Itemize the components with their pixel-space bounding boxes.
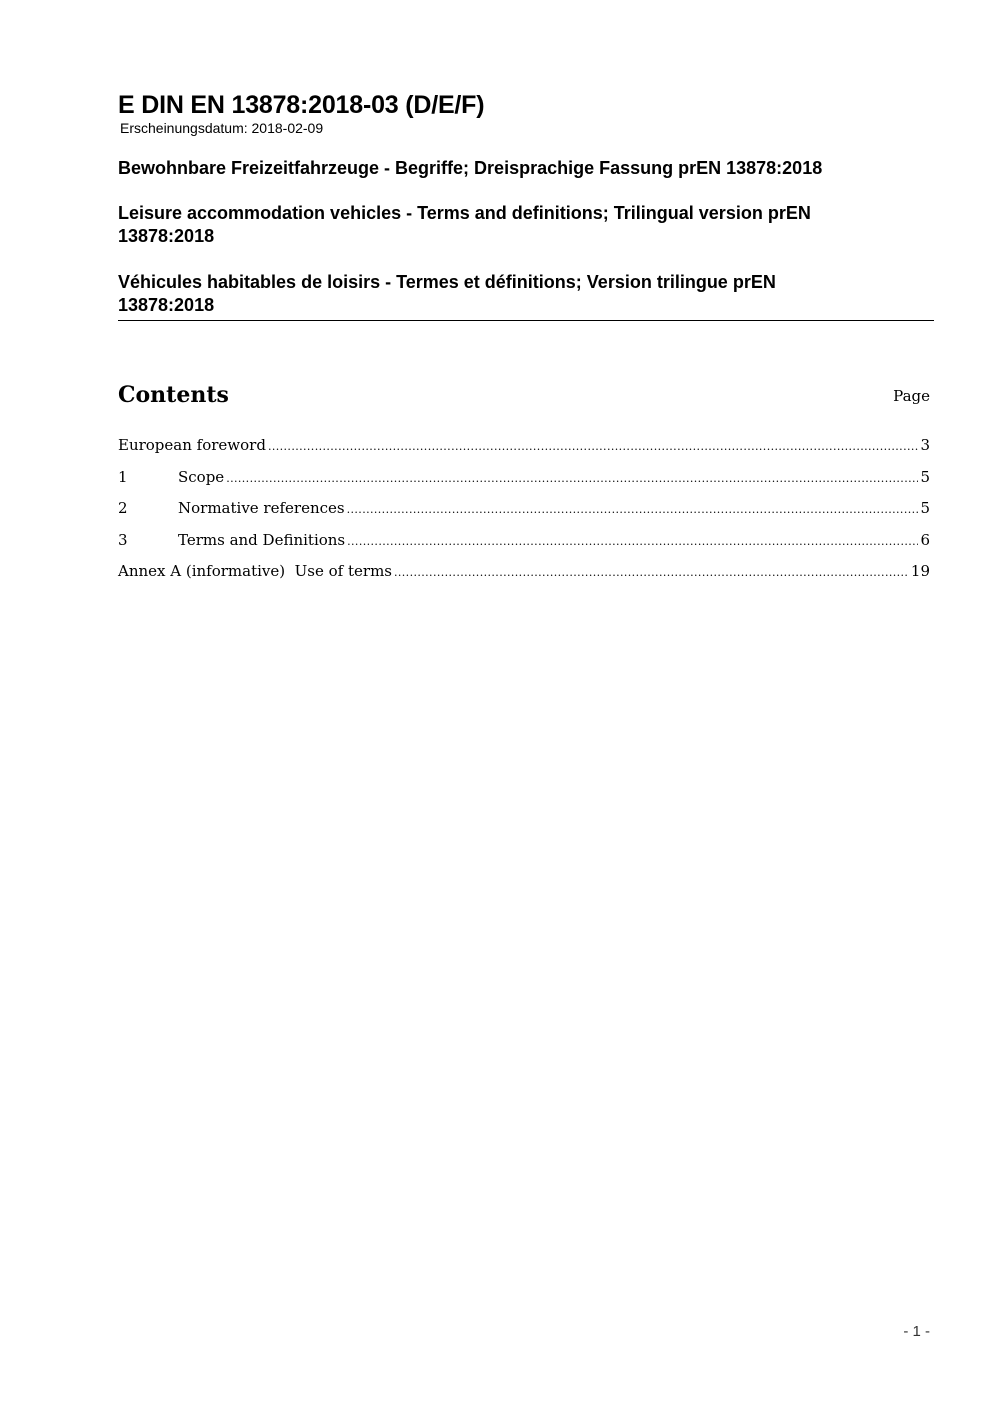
toc-entry-page: 5 <box>920 467 930 486</box>
title-english-line-1: Leisure accommodation vehicles - Terms and definitions; Trilingual version prEN <box>118 203 811 223</box>
toc-entry-title: Scope <box>178 467 225 486</box>
toc-entry-page: 6 <box>920 530 930 549</box>
toc-entry-title: European foreword <box>118 436 266 454</box>
contents-heading: Contents <box>118 382 229 408</box>
toc-dot-leader <box>347 531 918 553</box>
toc-entry-terms-and-definitions[interactable] <box>118 529 930 561</box>
toc-entry-normative-references[interactable] <box>118 497 930 529</box>
toc-entry-scope[interactable] <box>118 466 930 498</box>
toc-entry-annex-a[interactable] <box>118 560 930 592</box>
toc-entry-number: 1 <box>118 467 128 486</box>
document-header <box>118 90 934 317</box>
toc-entry-title: Terms and Definitions <box>178 530 346 549</box>
toc-entry-number: 2 <box>118 499 128 518</box>
toc-entry-page: 19 <box>910 562 930 581</box>
title-french-line-1: Véhicules habitables de loisirs - Termes et définitions; Version trilingue prEN <box>118 272 776 292</box>
toc-dot-leader <box>268 436 919 458</box>
title-german <box>118 157 934 180</box>
toc-entry-page: 5 <box>920 499 930 518</box>
publication-date: Erscheinungsdatum: 2018-02-09 <box>120 120 324 136</box>
header-divider <box>118 320 934 321</box>
toc-dot-leader <box>226 468 918 490</box>
toc-dot-leader <box>347 499 919 521</box>
toc-entry-page: 3 <box>920 436 930 454</box>
toc-entry-number: 3 <box>118 530 128 549</box>
document-id: E DIN EN 13878:2018-03 (D/E/F) <box>118 91 485 119</box>
title-french-line-2: 13878:2018 <box>118 295 215 315</box>
toc-dot-leader <box>394 562 909 584</box>
title-french <box>118 271 934 317</box>
toc-entry-title: Annex A (informative) Use of terms <box>118 562 392 581</box>
toc-entry-title: Normative references <box>178 499 345 518</box>
footer-page-number: - 1 - <box>903 1323 930 1340</box>
title-english <box>118 202 934 248</box>
title-german-text: Bewohnbare Freizeitfahrzeuge - Begriffe; Dreisprachige Fassung prEN 13878:2018 <box>118 158 823 178</box>
table-of-contents <box>118 434 930 592</box>
page-column-label: Page <box>893 387 930 405</box>
toc-entry-european-foreword[interactable] <box>118 434 930 466</box>
title-english-line-2: 13878:2018 <box>118 226 215 246</box>
